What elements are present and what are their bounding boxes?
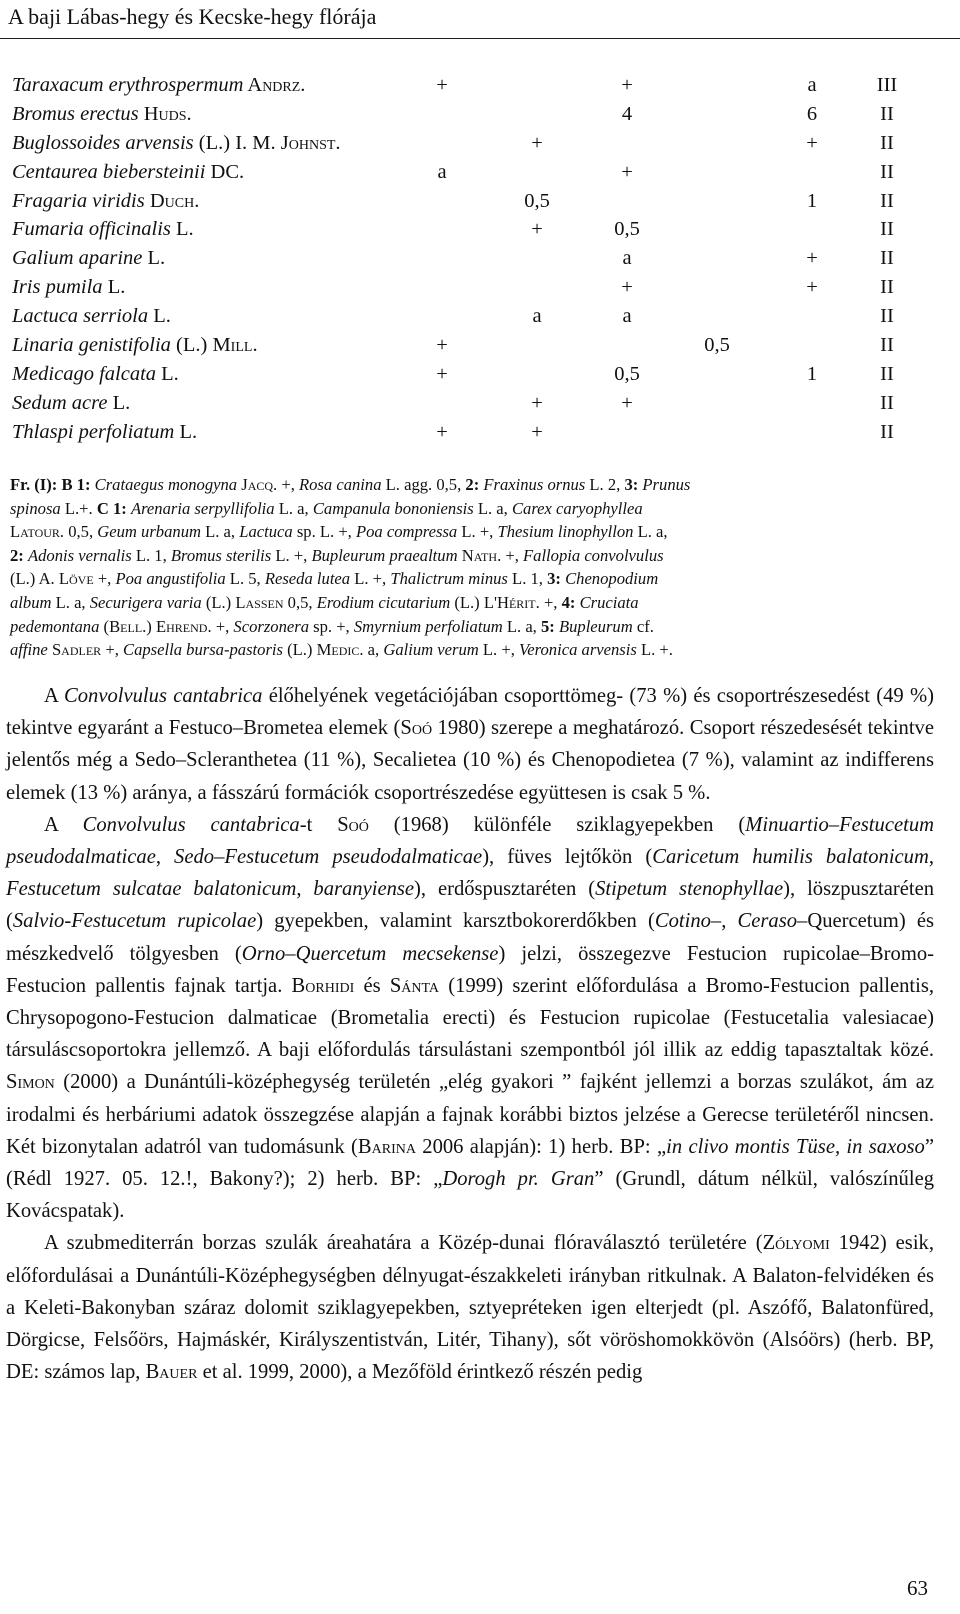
constancy-cell: II	[880, 218, 894, 241]
footnote-line: (L.) A. Löve +, Poa angustifolia L. 5, Reseda lutea L. +, Thalictrum minus L. 1, 3: Chenopodium	[10, 569, 659, 589]
species-name: Buglossoides arvensis (L.) I. M. Johnst.	[12, 131, 341, 154]
cover-cell: +	[806, 131, 818, 154]
table-footnote	[10, 473, 922, 662]
footnote-line: spinosa L.+. C 1: Arenaria serpyllifolia L. a, Campanula bononiensis L. a, Carex caryophyllea	[10, 498, 643, 518]
cover-cell: a	[622, 247, 632, 270]
constancy-cell: II	[880, 276, 894, 299]
cover-cell: a	[622, 305, 632, 328]
cover-cell: +	[531, 420, 543, 443]
constancy-cell: II	[880, 131, 894, 154]
constancy-cell: II	[880, 334, 894, 357]
cover-cell: 4	[621, 102, 633, 125]
table-row	[12, 215, 942, 244]
table-row	[12, 418, 942, 447]
species-name: Centaurea biebersteinii DC.	[12, 160, 245, 183]
constancy-cell: II	[880, 362, 894, 385]
cover-cell: +	[621, 276, 633, 299]
constancy-cell: II	[880, 189, 894, 212]
species-name: Fragaria viridis Duch.	[12, 189, 200, 212]
paragraph: A Convolvulus cantabrica élőhelyének vegetációjában csoporttömeg- (73 %) és csoportrészesedést (49 %) tekintve egyaránt a Festuco–Brometea elemek (Soó 1980) szerepe a meghatározó. Csoport részedesését tekintve jelentős még a Sedo–Scleranthetea (11 %), Secalietea (10 %) és Chenopodietea (7 %), valamint az indifferens elemek (13 %) aránya, a fásszárú formációk csoportrészedése együttesen is csak 5 %.	[6, 685, 934, 804]
species-name: Sedum acre L.	[12, 391, 131, 414]
cover-cell: +	[436, 334, 448, 357]
cover-cell: +	[621, 391, 633, 414]
footnote-line: affine Sadler +, Capsella bursa-pastoris (L.) Medic. a, Galium verum L. +, Veronica arvensis L. +.	[10, 640, 673, 660]
species-name: Iris pumila L.	[12, 276, 126, 299]
constancy-cell: III	[876, 74, 898, 96]
species-name: Thlaspi perfoliatum L.	[12, 420, 198, 443]
cover-cell: +	[436, 420, 448, 443]
table-row	[12, 331, 942, 360]
cover-cell: +	[621, 74, 633, 96]
cover-cell: +	[806, 247, 818, 270]
cover-cell: a	[437, 160, 447, 183]
species-name: Fumaria officinalis L.	[12, 218, 194, 241]
table-row	[12, 100, 942, 129]
table-row	[12, 158, 942, 187]
species-name: Bromus erectus Huds.	[12, 102, 192, 125]
table-row	[12, 360, 942, 389]
constancy-cell: II	[880, 391, 894, 414]
constancy-cell: II	[880, 160, 894, 183]
table-row	[12, 244, 942, 273]
table-row	[12, 71, 942, 100]
cover-cell: +	[436, 362, 448, 385]
cover-cell: 0,5	[704, 334, 730, 357]
species-name: Galium aparine L.	[12, 247, 166, 270]
table-row	[12, 273, 942, 302]
species-name: Linaria genistifolia (L.) Mill.	[12, 334, 258, 357]
constancy-cell: II	[880, 305, 894, 328]
running-header: A baji Lábas-hegy és Kecske-hegy flórája	[8, 4, 377, 29]
cover-cell: a	[807, 74, 817, 96]
table-row	[12, 389, 942, 418]
species-table	[12, 71, 942, 447]
cover-cell: +	[531, 391, 543, 414]
footnote-line: pedemontana (Bell.) Ehrend. +, Scorzonera sp. +, Smyrnium perfoliatum L. a, 5: Bupleurum cf.	[10, 616, 654, 636]
cover-cell: +	[621, 160, 633, 183]
constancy-cell: II	[880, 420, 894, 443]
species-name: Medicago falcata L.	[12, 362, 179, 385]
table-row	[12, 129, 942, 158]
cover-cell: +	[531, 131, 543, 154]
cover-cell: 1	[806, 362, 818, 385]
paragraph: A Convolvulus cantabrica-t Soó (1968) különféle sziklagyepekben (Minuartio–Festucetum pseudodalmaticae, Sedo–Festucetum pseudodalmaticae), füves lejtőkön (Caricetum humilis balatonicum, Festucetum sulcatae balatonicum, baranyiense), erdőspusztaréten (Stipetum stenophyllae), löszpusztaréten (Salvio-Festucetum rupicolae) gyepekben, valamint karsztbokorerdőkben (Cotino–, Ceraso–Quercetum) és mészkedvelő tölgyesben (Orno–Quercetum mecsekense) jelzi, összegezve Festucion rupicolae–Bromo-Festucion pallentis fajnak tartja. Borhidi és Sánta (1999) szerint előfordulása a Bromo-Festucion pallentis, Chrysopogono-Festucion dalmaticae (Brometalia erecti) és Festucion rupicolae (Festucetalia valesiacae) társuláscsoportokra jellemző. A baji előfordulás társulástani szempontból jól illik az eddig tapasztaltak közé. Simon (2000) a Dunántúli-középhegység területén „elég gyakori ” fajként jellemzi a borzas szulákot, ám az irodalmi és herbáriumi adatok összegzése alapján a fajnak korábbi biztos jelzése a Gerecse területéről nincsen. Két bizonytalan adatról van tudomásunk (Barina 2006 alapján): 1) herb. BP: „in clivo montis Tüse, in saxoso” (Rédl 1927. 05. 12.!, Bakony?); 2) herb. BP: „Dorogh pr. Gran” (Grundl, dátum nélkül, valószínűleg Kovácspatak).	[6, 813, 935, 1223]
cover-cell: 0,5	[524, 189, 550, 212]
cover-cell: 0,5	[614, 218, 640, 241]
header-rule	[0, 38, 960, 39]
cover-cell: 1	[806, 189, 818, 212]
footnote-line: 2: Adonis vernalis L. 1, Bromus sterilis L. +, Bupleurum praealtum Nath. +, Fallopia convolvulus	[10, 545, 664, 565]
cover-cell: +	[806, 276, 818, 299]
constancy-cell: II	[880, 247, 894, 270]
constancy-cell: II	[880, 102, 894, 125]
cover-cell: +	[531, 218, 543, 241]
table-row	[12, 302, 942, 331]
table-row	[12, 187, 942, 216]
cover-cell: a	[532, 305, 542, 328]
species-name: Taraxacum erythrospermum Andrz.	[12, 74, 306, 96]
page-number: 63	[907, 1576, 928, 1600]
body-text	[6, 680, 934, 1388]
footnote-line: album L. a, Securigera varia (L.) Lassen 0,5, Erodium cicutarium (L.) L'Hérit. +, 4: Cruciata	[10, 592, 639, 612]
species-name: Lactuca serriola L.	[12, 305, 171, 328]
cover-cell: +	[436, 74, 448, 96]
cover-cell: 0,5	[614, 362, 640, 385]
paragraph: A szubmediterrán borzas szulák áreahatára a Közép-dunai flóraválasztó területére (Zólyomi 1942) esik, előfordulásai a Dunántúli-Középhegységben délnyugat-északkeleti irányban ritkulnak. A Balaton-felvidéken és a Keleti-Bakonyban száraz dolomit sziklagyepekben, sztyepréteken igen elterjedt (pl. Aszófő, Balatonfüred, Dörgicse, Felsőörs, Hajmáskér, Királyszentistván, Litér, Tihany), sőt vöröshomokkövön (Alsóörs) (herb. BP, DE: számos lap, Bauer et al. 1999, 2000), a Mezőföld érintkező részén pedig	[6, 1232, 934, 1384]
footnote-line: Latour. 0,5, Geum urbanum L. a, Lactuca sp. L. +, Poa compressa L. +, Thesium linophyllon L. a,	[10, 522, 668, 542]
cover-cell: 6	[806, 102, 818, 125]
footnote-line: Fr. (I): B 1: Crataegus monogyna Jacq. +, Rosa canina L. agg. 0,5, 2: Fraxinus ornus L. 2, 3: Prunus	[10, 475, 691, 494]
